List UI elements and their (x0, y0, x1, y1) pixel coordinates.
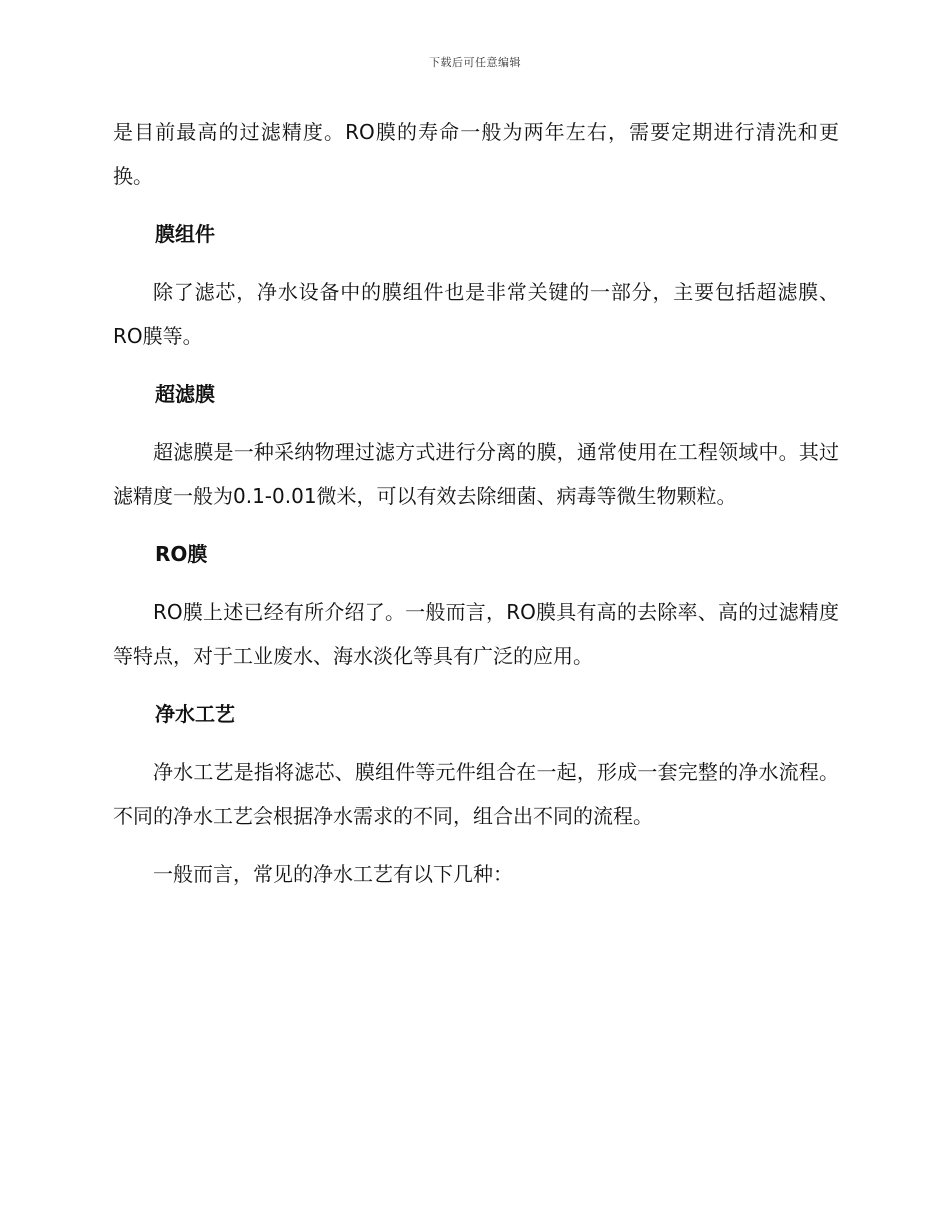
paragraph-purification-process: 净水工艺是指将滤芯、膜组件等元件组合在一起，形成一套完整的净水流程。不同的净水工艺会根据净水需求的不同，组合出不同的流程。 (113, 760, 839, 828)
paragraph-ro-membrane: RO膜上述已经有所介绍了。一般而言，RO膜具有高的去除率、高的过滤精度等特点，对于工业废水、海水淡化等具有广泛的应用。 (113, 600, 839, 668)
heading-ultrafiltration: 超滤膜 (155, 382, 215, 406)
paragraph-membrane-module: 除了滤芯，净水设备中的膜组件也是非常关键的一部分，主要包括超滤膜、RO膜等。 (113, 280, 839, 348)
heading-ro-membrane: RO膜 (155, 542, 208, 566)
paragraph-continued: 是目前最高的过滤精度。RO膜的寿命一般为两年左右，需要定期进行清洗和更换。 (113, 120, 839, 188)
heading-purification-process: 净水工艺 (155, 702, 235, 726)
paragraph-ultrafiltration: 超滤膜是一种采纳物理过滤方式进行分离的膜，通常使用在工程领域中。其过滤精度一般为0.1-0.01微米，可以有效去除细菌、病毒等微生物颗粒。 (113, 440, 839, 508)
page-header: 下载后可任意编辑 (429, 56, 521, 69)
paragraph-process-intro: 一般而言，常见的净水工艺有以下几种： (153, 862, 513, 886)
heading-membrane-module: 膜组件 (155, 222, 215, 246)
document-body (113, 110, 839, 910)
